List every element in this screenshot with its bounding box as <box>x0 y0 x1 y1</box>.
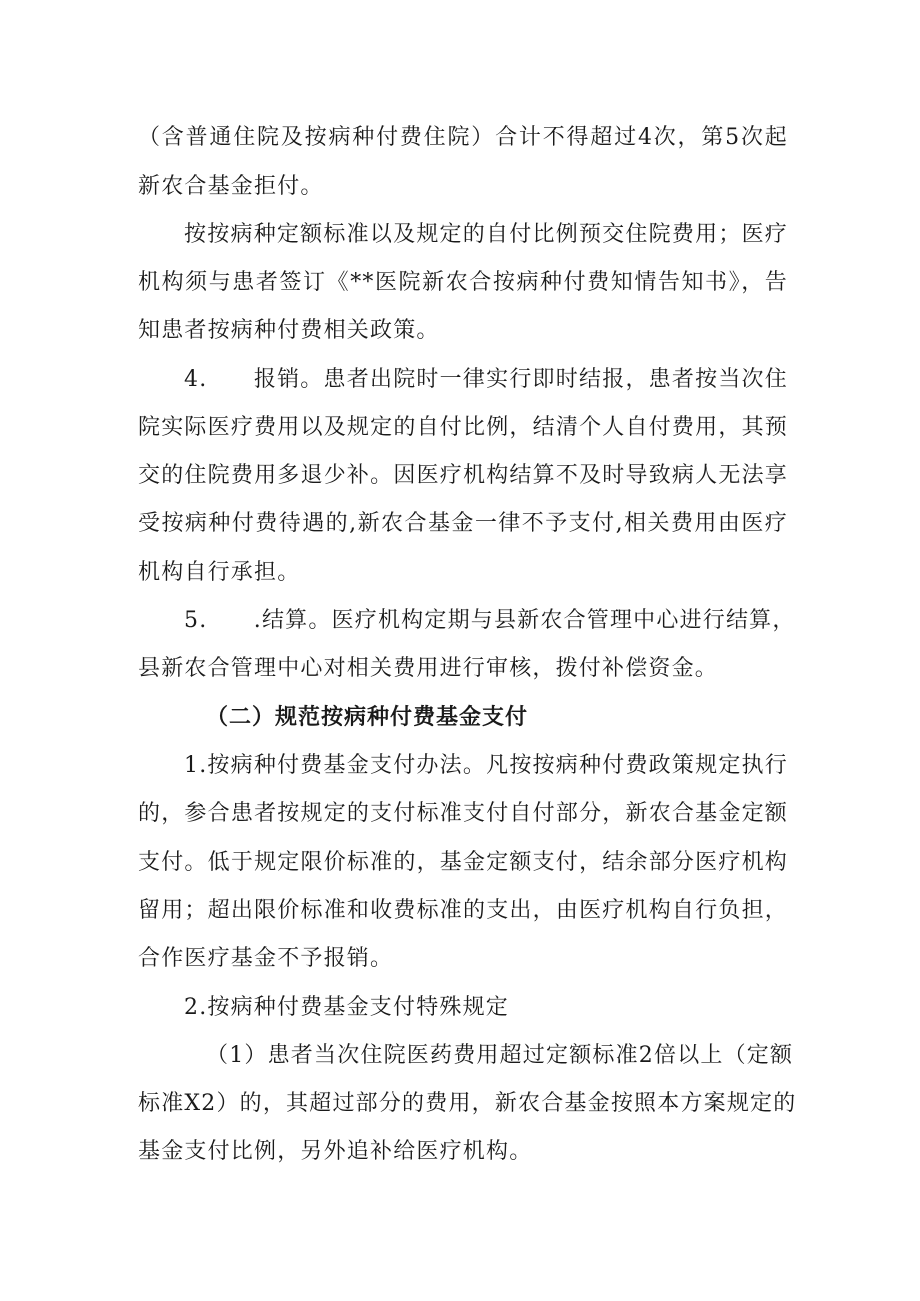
paragraph-3-line-4: 受按病种付费待遇的,新农合基金一律不予支付,相关费用由医疗 <box>138 511 788 536</box>
paragraph-7-line-2: 标准X2）的，其超过部分的费用，新农合基金按照本方案规定的 <box>138 1091 797 1116</box>
paragraph-3-line-3: 交的住院费用多退少补。因医疗机构结算不及时导致病人无法享 <box>138 463 788 488</box>
section-heading: （二）规范按病种付费基金支付 <box>206 705 529 730</box>
paragraph-5-line-5: 合作医疗基金不予报销。 <box>138 946 394 971</box>
paragraph-5-line-3: 支付。低于规定限价标准的，基金定额支付，结余部分医疗机构 <box>138 850 788 875</box>
paragraph-3-line-1: 4. 报销。患者出院时一律实行即时结报，患者按当次住 <box>184 367 788 392</box>
paragraph-5-line-2: 的，参合患者按规定的支付标准支付自付部分，新农合基金定额 <box>138 801 788 826</box>
paragraph-7-line-1: （1）患者当次住院医药费用超过定额标准2倍以上（定额 <box>206 1043 794 1068</box>
paragraph-1-line-1: （含普通住院及按病种付费住院）合计不得超过4次，第5次起 <box>138 125 788 150</box>
paragraph-6-line-1: 2.按病种付费基金支付特殊规定 <box>184 995 509 1020</box>
paragraph-3-line-5: 机构自行承担。 <box>138 560 301 585</box>
paragraph-2-line-3: 知患者按病种付费相关政策。 <box>138 318 440 343</box>
paragraph-4-line-1: 5. .结算。医疗机构定期与县新农合管理中心进行结算， <box>184 608 796 633</box>
paragraph-5-line-1: 1.按病种付费基金支付办法。凡按按病种付费政策规定执行 <box>184 753 788 778</box>
paragraph-7-line-3: 基金支付比例，另外追补给医疗机构。 <box>138 1139 533 1164</box>
paragraph-2-line-1: 按按病种定额标准以及规定的自付比例预交住院费用；医疗 <box>184 222 788 247</box>
paragraph-1-line-2: 新农合基金拒付。 <box>138 174 324 199</box>
paragraph-4-line-2: 县新农合管理中心对相关费用进行审核，拨付补偿资金。 <box>138 656 719 681</box>
paragraph-2-line-2: 机构须与患者签订《**医院新农合按病种付费知情告知书》，告 <box>138 270 788 295</box>
paragraph-5-line-4: 留用；超出限价标准和收费标准的支出，由医疗机构自行负担， <box>138 898 788 923</box>
paragraph-3-line-2: 院实际医疗费用以及规定的自付比例，结清个人自付费用，其预 <box>138 415 788 440</box>
